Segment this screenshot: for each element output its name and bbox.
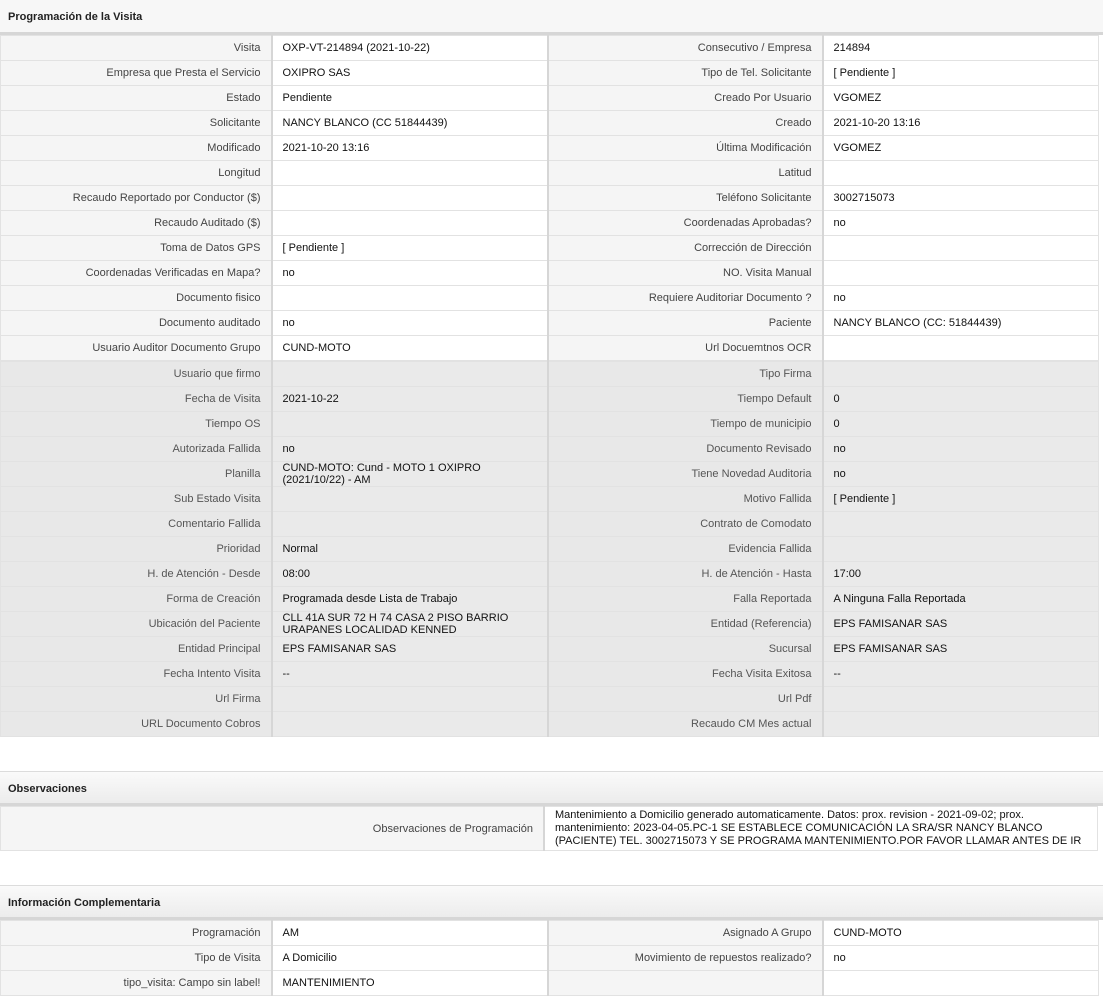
field-label: Coordenadas Aprobadas? — [548, 211, 823, 236]
field-label: Url Pdf — [548, 687, 823, 712]
field-label: Teléfono Solicitante — [548, 186, 823, 211]
field-label: Entidad (Referencia) — [548, 612, 823, 637]
field-value: CUND-MOTO — [272, 336, 548, 361]
programacion-table — [0, 35, 1099, 361]
field-label: H. de Atención - Desde — [1, 562, 272, 587]
field-label: Fecha Visita Exitosa — [548, 662, 823, 687]
field-value: Normal — [272, 537, 548, 562]
field-label: Visita — [1, 36, 272, 61]
field-label: Documento auditado — [1, 311, 272, 336]
field-value — [823, 512, 1099, 537]
field-value: CLL 41A SUR 72 H 74 CASA 2 PISO BARRIO URAPANES LOCALIDAD KENNED — [272, 612, 548, 637]
field-value: 214894 — [823, 36, 1099, 61]
table-row — [1, 687, 1099, 712]
field-value: CUND-MOTO — [823, 921, 1099, 946]
field-label: Fecha de Visita — [1, 387, 272, 412]
field-label: Prioridad — [1, 537, 272, 562]
field-label: Tiene Novedad Auditoria — [548, 462, 823, 487]
table-row — [1, 161, 1099, 186]
field-label: Movimiento de repuestos realizado? — [548, 946, 823, 971]
field-value: 2021-10-20 13:16 — [823, 111, 1099, 136]
field-value: Programada desde Lista de Trabajo — [272, 587, 548, 612]
field-label: Estado — [1, 86, 272, 111]
field-label: H. de Atención - Hasta — [548, 562, 823, 587]
table-row — [1, 512, 1099, 537]
table-row — [1, 412, 1099, 437]
field-label: Creado — [548, 111, 823, 136]
field-label: Asignado A Grupo — [548, 921, 823, 946]
programacion-detail-table — [0, 361, 1099, 737]
field-value: MANTENIMIENTO — [272, 971, 548, 996]
field-value: -- — [272, 662, 548, 687]
table-row — [1, 537, 1099, 562]
field-label: Sucursal — [548, 637, 823, 662]
field-label — [548, 971, 823, 996]
field-value: 2021-10-20 13:16 — [272, 136, 548, 161]
field-label: Recaudo Reportado por Conductor ($) — [1, 186, 272, 211]
spacer — [0, 851, 1103, 885]
field-label: Documento Revisado — [548, 437, 823, 462]
field-label: Contrato de Comodato — [548, 512, 823, 537]
table-row — [1, 712, 1099, 737]
field-label: Tipo de Tel. Solicitante — [548, 61, 823, 86]
field-value — [272, 412, 548, 437]
table-row — [1, 662, 1099, 687]
field-value — [272, 186, 548, 211]
info-table — [0, 920, 1099, 996]
table-row — [1, 946, 1099, 971]
field-value: NANCY BLANCO (CC 51844439) — [272, 111, 548, 136]
table-row — [1, 807, 1098, 851]
field-label: Recaudo CM Mes actual — [548, 712, 823, 737]
section-info-title: Información Complementaria — [0, 885, 1103, 920]
field-value: A Ninguna Falla Reportada — [823, 587, 1099, 612]
field-value — [272, 211, 548, 236]
field-value: 0 — [823, 387, 1099, 412]
observaciones-value: Mantenimiento a Domicilio generado automaticamente. Datos: prox. revision - 2021-09-02; prox. mantenimiento: 2023-04-05.PC-1 SE ESTABLECE COMUNICACIÓN LA SRA/SR NANCY BLANCO (PACIENTE) TEL. 3002715073 Y SE PROGRAMA MANTENIMIENTO.POR FAVOR LLAMAR ANTES DE IR — [544, 807, 1098, 851]
field-value — [823, 236, 1099, 261]
table-row — [1, 437, 1099, 462]
field-label: Latitud — [548, 161, 823, 186]
field-label: Usuario Auditor Documento Grupo — [1, 336, 272, 361]
field-value: 0 — [823, 412, 1099, 437]
field-value: no — [823, 946, 1099, 971]
field-value: NANCY BLANCO (CC: 51844439) — [823, 311, 1099, 336]
field-value: VGOMEZ — [823, 86, 1099, 111]
field-value: no — [823, 286, 1099, 311]
table-row — [1, 236, 1099, 261]
field-value — [823, 336, 1099, 361]
field-label: Planilla — [1, 462, 272, 487]
table-row — [1, 362, 1099, 387]
field-value: [ Pendiente ] — [823, 487, 1099, 512]
field-label: URL Documento Cobros — [1, 712, 272, 737]
field-value: VGOMEZ — [823, 136, 1099, 161]
table-row — [1, 562, 1099, 587]
observaciones-label: Observaciones de Programación — [1, 807, 544, 851]
table-row — [1, 286, 1099, 311]
field-label: Evidencia Fallida — [548, 537, 823, 562]
field-value — [823, 971, 1099, 996]
field-value: EPS FAMISANAR SAS — [823, 637, 1099, 662]
field-value: [ Pendiente ] — [272, 236, 548, 261]
field-value: EPS FAMISANAR SAS — [272, 637, 548, 662]
table-row — [1, 612, 1099, 637]
field-label: Creado Por Usuario — [548, 86, 823, 111]
field-label: Url Firma — [1, 687, 272, 712]
field-value — [272, 161, 548, 186]
field-label: NO. Visita Manual — [548, 261, 823, 286]
field-label: Fecha Intento Visita — [1, 662, 272, 687]
field-value: no — [272, 311, 548, 336]
field-label: Toma de Datos GPS — [1, 236, 272, 261]
field-value: no — [823, 437, 1099, 462]
field-label: Url Docuemtnos OCR — [548, 336, 823, 361]
field-label: Última Modificación — [548, 136, 823, 161]
field-label: Paciente — [548, 311, 823, 336]
field-label: Empresa que Presta el Servicio — [1, 61, 272, 86]
table-row — [1, 61, 1099, 86]
field-value — [272, 687, 548, 712]
field-label: Requiere Auditoriar Documento ? — [548, 286, 823, 311]
field-label: Tipo de Visita — [1, 946, 272, 971]
field-value: [ Pendiente ] — [823, 61, 1099, 86]
field-label: Modificado — [1, 136, 272, 161]
spacer — [0, 737, 1103, 771]
field-value: OXIPRO SAS — [272, 61, 548, 86]
field-label: Longitud — [1, 161, 272, 186]
field-label: Recaudo Auditado ($) — [1, 211, 272, 236]
table-row — [1, 487, 1099, 512]
field-value: no — [272, 261, 548, 286]
field-label: Corrección de Dirección — [548, 236, 823, 261]
table-row — [1, 136, 1099, 161]
field-label: Tiempo OS — [1, 412, 272, 437]
field-label: Usuario que firmo — [1, 362, 272, 387]
table-row — [1, 36, 1099, 61]
table-row — [1, 186, 1099, 211]
field-label: Tipo Firma — [548, 362, 823, 387]
field-value — [823, 537, 1099, 562]
field-label: Sub Estado Visita — [1, 487, 272, 512]
field-value: 2021-10-22 — [272, 387, 548, 412]
table-row — [1, 462, 1099, 487]
observaciones-table — [0, 806, 1098, 851]
table-row — [1, 261, 1099, 286]
field-value: Pendiente — [272, 86, 548, 111]
table-row — [1, 971, 1099, 996]
field-value: 08:00 — [272, 562, 548, 587]
field-value — [823, 161, 1099, 186]
field-value — [272, 712, 548, 737]
field-label: Autorizada Fallida — [1, 437, 272, 462]
section-programacion-title: Programación de la Visita — [0, 0, 1103, 35]
field-label: Tiempo de municipio — [548, 412, 823, 437]
field-value: 17:00 — [823, 562, 1099, 587]
field-label: Entidad Principal — [1, 637, 272, 662]
field-label: Motivo Fallida — [548, 487, 823, 512]
field-label: Comentario Fallida — [1, 512, 272, 537]
field-label: Consecutivo / Empresa — [548, 36, 823, 61]
field-label: Programación — [1, 921, 272, 946]
field-label: Solicitante — [1, 111, 272, 136]
field-label: Forma de Creación — [1, 587, 272, 612]
table-row — [1, 86, 1099, 111]
field-value: OXP-VT-214894 (2021-10-22) — [272, 36, 548, 61]
table-row — [1, 587, 1099, 612]
field-value: no — [823, 211, 1099, 236]
field-value — [823, 261, 1099, 286]
field-label: Ubicación del Paciente — [1, 612, 272, 637]
field-label: tipo_visita: Campo sin label! — [1, 971, 272, 996]
table-row — [1, 637, 1099, 662]
field-value: 3002715073 — [823, 186, 1099, 211]
field-value — [272, 286, 548, 311]
field-value: -- — [823, 662, 1099, 687]
table-row — [1, 311, 1099, 336]
field-value — [823, 362, 1099, 387]
field-value — [823, 712, 1099, 737]
table-row — [1, 387, 1099, 412]
field-value: EPS FAMISANAR SAS — [823, 612, 1099, 637]
field-value — [823, 687, 1099, 712]
field-label: Falla Reportada — [548, 587, 823, 612]
field-value — [272, 487, 548, 512]
table-row — [1, 211, 1099, 236]
field-label: Documento fisico — [1, 286, 272, 311]
section-observaciones-title: Observaciones — [0, 771, 1103, 806]
table-row — [1, 921, 1099, 946]
field-label: Coordenadas Verificadas en Mapa? — [1, 261, 272, 286]
table-row — [1, 111, 1099, 136]
field-value: A Domicilio — [272, 946, 548, 971]
field-value: AM — [272, 921, 548, 946]
table-row — [1, 336, 1099, 361]
field-value: no — [272, 437, 548, 462]
field-value — [272, 362, 548, 387]
field-value: CUND-MOTO: Cund - MOTO 1 OXIPRO (2021/10/22) - AM — [272, 462, 548, 487]
field-value — [272, 512, 548, 537]
field-label: Tiempo Default — [548, 387, 823, 412]
field-value: no — [823, 462, 1099, 487]
